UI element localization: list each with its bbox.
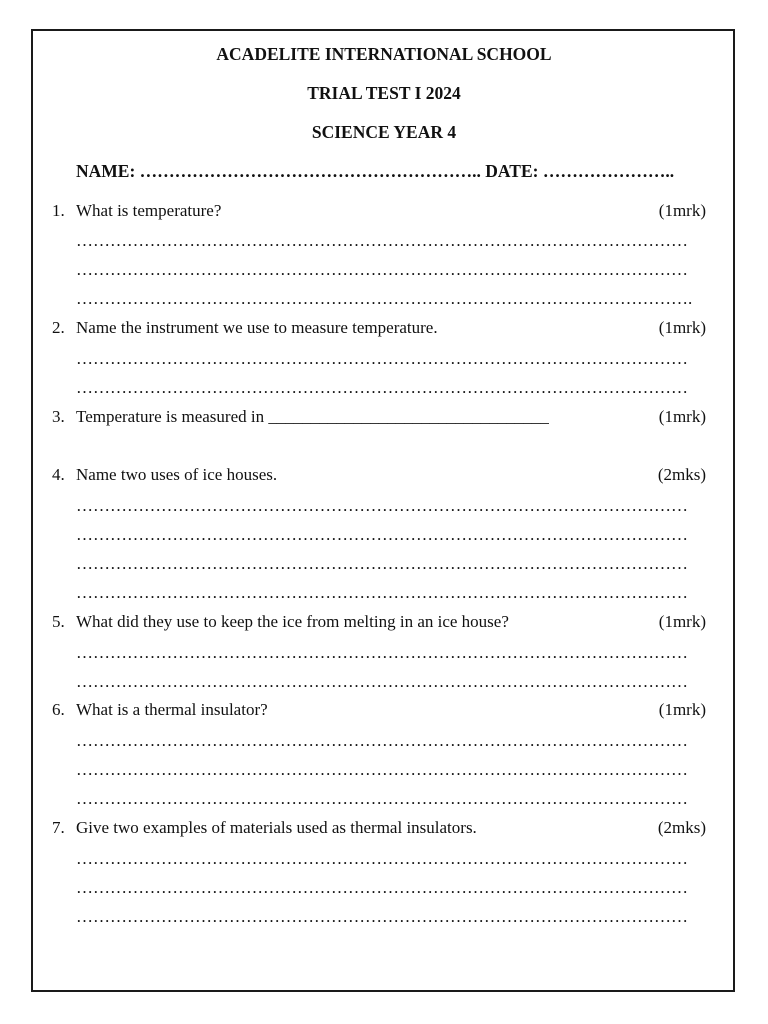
- name-date-row: NAME: ………………………………………………….. DATE: …………………..: [76, 161, 675, 181]
- answer-line[interactable]: ………………………………………………………………………………………………: [76, 643, 688, 662]
- question-marks: (1mrk): [658, 201, 706, 220]
- answer-line[interactable]: ………………………………………………………………………………………………: [76, 260, 688, 279]
- answer-line[interactable]: ………………………………………………………………………………………………: [76, 349, 688, 368]
- question-marks: (1mrk): [658, 318, 706, 337]
- question-marks: (2mks): [657, 465, 706, 484]
- question-number: 2.: [52, 318, 65, 337]
- question-number: 3.: [52, 407, 65, 426]
- answer-line[interactable]: ………………………………………………………………………………………………: [76, 525, 688, 544]
- answer-line[interactable]: ………………………………………………………………………………………………: [76, 731, 688, 750]
- question-text: Name two uses of ice houses.: [76, 465, 278, 484]
- question-number: 1.: [52, 201, 65, 220]
- question-text: Name the instrument we use to measure temperature.: [76, 318, 438, 337]
- answer-line[interactable]: ………………………………………………………………………………………………: [76, 231, 688, 250]
- question-marks: (1mrk): [658, 407, 706, 426]
- question-marks: (1mrk): [658, 612, 706, 631]
- question-text: Give two examples of materials used as thermal insulators.: [76, 818, 477, 837]
- question-number: 6.: [52, 700, 65, 719]
- question-number: 4.: [52, 465, 65, 484]
- answer-line[interactable]: ………………………………………………………………………………………………: [76, 849, 688, 868]
- question-number: 5.: [52, 612, 65, 631]
- question-text: What is a thermal insulator?: [76, 700, 268, 719]
- question-text: Temperature is measured in _________________________________: [76, 407, 549, 426]
- answer-line[interactable]: ………………………………………………………………………………………………: [76, 907, 688, 926]
- question-text: What did they use to keep the ice from melting in an ice house?: [76, 612, 509, 631]
- question-number: 7.: [52, 818, 65, 837]
- test-title: TRIAL TEST I 2024: [307, 83, 461, 103]
- answer-line[interactable]: ………………………………………………………………………………………………: [76, 789, 688, 808]
- answer-line[interactable]: ………………………………………………………………………………………………: [76, 672, 688, 691]
- answer-line[interactable]: ………………………………………………………………………………………………: [76, 878, 688, 897]
- answer-line[interactable]: ………………………………………………………………………………………………: [76, 554, 688, 573]
- answer-line[interactable]: ………………………………………………………………………………………………: [76, 583, 688, 602]
- answer-line[interactable]: ………………………………………………………………………………………………: [76, 496, 688, 515]
- question-marks: (2mks): [657, 818, 706, 837]
- answer-line[interactable]: ……………………………………………………………………………………………….: [76, 289, 693, 308]
- question-text: What is temperature?: [76, 201, 222, 220]
- subject-title: SCIENCE YEAR 4: [311, 122, 457, 142]
- answer-line[interactable]: ………………………………………………………………………………………………: [76, 760, 688, 779]
- school-name: ACADELITE INTERNATIONAL SCHOOL: [216, 44, 552, 64]
- answer-line[interactable]: ………………………………………………………………………………………………: [76, 378, 688, 397]
- question-marks: (1mrk): [658, 700, 706, 719]
